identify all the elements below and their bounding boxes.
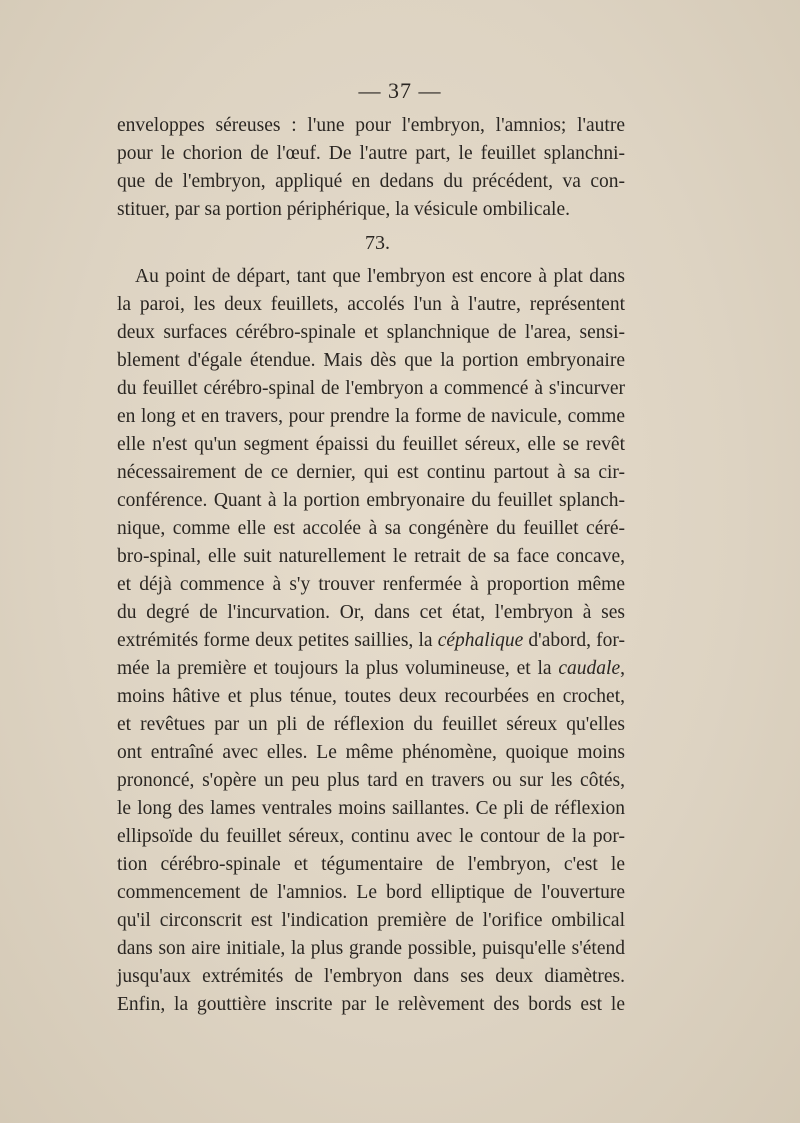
line-part: d'abord, for- — [523, 630, 625, 651]
text-line: ont entraîné avec elles. Le même phénomène, quoique moins — [117, 742, 625, 763]
text-line: prononcé, s'opère un peu plus tard en travers ou sur les côtés, — [117, 770, 625, 791]
text-line: conférence. Quant à la portion embryonaire du feuillet splanch- — [117, 490, 625, 511]
text-line — [117, 655, 625, 683]
paragraph-continued — [117, 112, 625, 224]
text-line: Au point de départ, tant que l'embryon est encore à plat dans — [135, 266, 625, 287]
text-line: blement d'égale étendue. Mais dès que la portion embryonaire — [117, 350, 625, 371]
text-line: deux surfaces cérébro-spinale et splanchnique de l'area, sensi- — [117, 322, 625, 343]
text-line: moins hâtive et plus ténue, toutes deux recourbées en crochet, — [117, 686, 625, 707]
italic-term: caudale — [558, 658, 621, 679]
text-line: nique, comme elle est accolée à sa congénère du feuillet céré- — [117, 518, 625, 539]
line-part: mée la première et toujours la plus volumineuse, et la — [117, 658, 559, 679]
text-line: tion cérébro-spinale et tégumentaire de l'embryon, c'est le — [117, 854, 625, 875]
text-line: pour le chorion de l'œuf. De l'autre part, le feuillet splanchni- — [117, 143, 625, 164]
text-line: que de l'embryon, appliqué en dedans du précédent, va con- — [117, 171, 625, 192]
paragraph-73 — [117, 263, 625, 1019]
text-line: du degré de l'incurvation. Or, dans cet état, l'embryon à ses — [117, 602, 625, 623]
text-line: du feuillet cérébro-spinal de l'embryon a commencé à s'incurver — [117, 378, 625, 399]
text-line: et déjà commence à s'y trouver renfermée à proportion même — [117, 574, 625, 595]
text-line: ellipsoïde du feuillet séreux, continu avec le contour de la por- — [117, 826, 625, 847]
text-line: dans son aire initiale, la plus grande possible, puisqu'elle s'étend — [117, 938, 625, 959]
page-number: — 37 — — [358, 78, 442, 103]
italic-term: céphalique — [437, 630, 524, 651]
text-line: enveloppes séreuses : l'une pour l'embryon, l'amnios; l'autre — [117, 115, 625, 136]
text-line: et revêtues par un pli de réflexion du feuillet séreux qu'elles — [117, 714, 625, 735]
line-part: , — [620, 658, 625, 679]
text-line: bro-spinal, elle suit naturellement le retrait de sa face concave, — [117, 546, 625, 567]
text-line: Enfin, la gouttière inscrite par le relèvement des bords est le — [117, 994, 625, 1015]
text-line — [117, 627, 625, 655]
text-line: nécessairement de ce dernier, qui est continu partout à sa cir- — [117, 462, 625, 483]
text-line: jusqu'aux extrémités de l'embryon dans ses deux diamètres. — [117, 966, 625, 987]
text-line: la paroi, les deux feuillets, accolés l'un à l'autre, représentent — [117, 294, 625, 315]
text-line: commencement de l'amnios. Le bord elliptique de l'ouverture — [117, 882, 625, 903]
line-part: extrémités forme deux petites saillies, la — [117, 630, 438, 651]
text-line: elle n'est qu'un segment épaissi du feuillet séreux, elle se revêt — [117, 434, 625, 455]
section-number: 73. — [365, 232, 390, 254]
text-line: en long et en travers, pour prendre la forme de navicule, comme — [117, 406, 625, 427]
text-line: stituer, par sa portion périphérique, la vésicule ombilicale. — [117, 199, 570, 220]
text-line: le long des lames ventrales moins saillantes. Ce pli de réflexion — [117, 798, 625, 819]
text-line: qu'il circonscrit est l'indication première de l'orifice ombilical — [117, 910, 625, 931]
